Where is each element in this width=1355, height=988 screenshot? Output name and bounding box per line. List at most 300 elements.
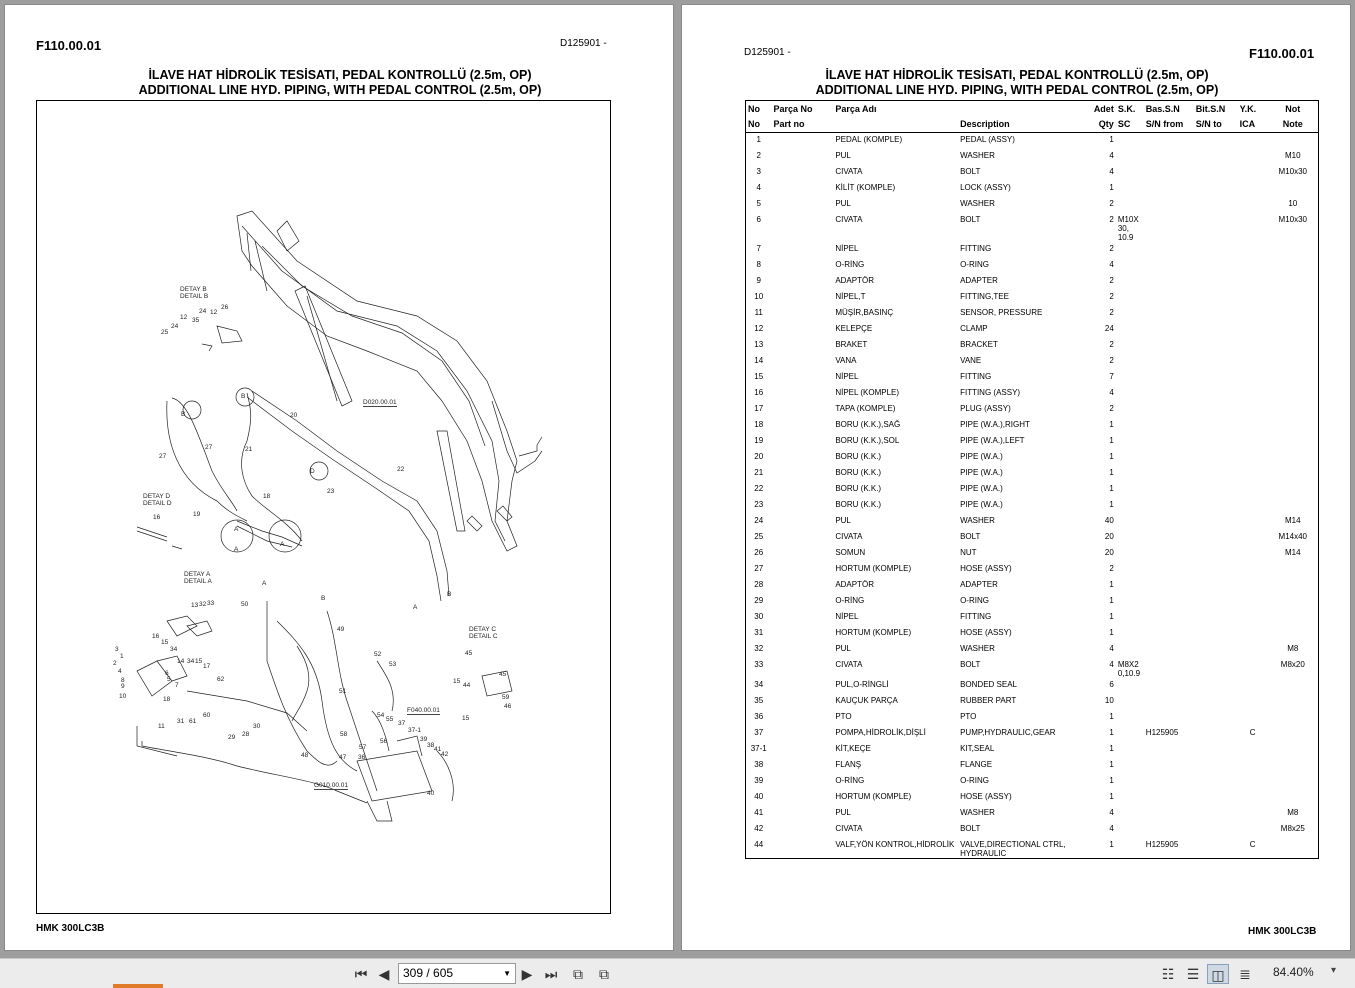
cell-part [771,274,833,290]
table-row [746,742,1319,758]
cell-tr: PTO [835,711,852,721]
fit-width-icon[interactable]: ⧉ [599,966,609,982]
cell-ica [1238,626,1268,642]
cell-sc [1116,806,1144,822]
cell-qty: 40 [1104,515,1114,525]
cell-part [771,758,833,774]
cell-ica [1238,165,1268,181]
cell-part [771,562,833,578]
cell-to [1194,322,1238,338]
cell-sc [1116,165,1144,181]
callout: 24 [171,323,179,330]
callout: B [181,411,186,418]
cell-sc [1116,626,1144,642]
table-row [746,626,1319,642]
next-page-icon[interactable]: ▶ [521,966,533,982]
cell-from [1144,322,1194,338]
cell-en: KIT,SEAL [960,743,995,753]
cell-en: CLAMP [960,323,988,333]
table-row [746,450,1319,466]
cell-from [1144,370,1194,386]
cell-qty: 4 [1109,807,1114,817]
cell-from [1144,213,1194,242]
cell-note [1268,290,1319,306]
cell-to [1194,338,1238,354]
table-row [746,530,1319,546]
table-row [746,181,1319,197]
cell-note [1268,450,1319,466]
cell-to [1194,242,1238,258]
cell-ica [1238,562,1268,578]
fit-page-icon[interactable]: ⧉ [573,966,583,982]
callout: 62 [217,676,225,683]
table-row [746,726,1319,742]
cell-en: BOLT [960,531,981,541]
cell-no: 4 [756,182,761,192]
table-row [746,290,1319,306]
cell-no: 2 [756,150,761,160]
cell-from [1144,258,1194,274]
cell-sc [1116,338,1144,354]
callout: 35 [192,317,200,324]
callout: 15 [462,715,470,722]
cell-ica [1238,213,1268,242]
cell-to [1194,838,1238,859]
cell-sc [1116,242,1144,258]
table-row [746,133,1319,149]
table-row [746,386,1319,402]
cell-part [771,546,833,562]
cell-sc [1116,322,1144,338]
cell-qty: 4 [1109,387,1114,397]
cell-to [1194,418,1238,434]
cell-ica [1238,806,1268,822]
cell-ica [1238,322,1268,338]
cell-ica [1238,354,1268,370]
cell-sc [1116,642,1144,658]
cell-note: M14 [1285,547,1301,557]
col-header: Parça No [773,103,813,114]
cell-part [771,594,833,610]
cell-tr: PUL [835,807,851,817]
cell-ica [1238,466,1268,482]
cell-qty: 1 [1109,182,1114,192]
cell-tr: CIVATA [835,531,863,541]
callout: 26 [221,304,229,311]
cell-sc [1116,354,1144,370]
cell-to [1194,354,1238,370]
table-row [746,822,1319,838]
callout: 24 [199,308,207,315]
cell-from [1144,658,1194,678]
cell-sc [1116,290,1144,306]
cell-note: M8x25 [1280,823,1305,833]
cell-note: 10 [1288,198,1298,208]
cell-tr: O-RİNG [835,775,865,785]
table-row [746,370,1319,386]
callout: 11 [158,723,165,730]
cell-part [771,726,833,742]
col-header: Y.K. [1239,103,1257,114]
table-row [746,258,1319,274]
table-row [746,242,1319,258]
cell-en: PTO [960,711,977,721]
cell-tr: HORTUM (KOMPLE) [835,627,912,637]
cell-tr: CIVATA [835,823,863,833]
cell-ica [1238,482,1268,498]
col-header: Qty [1080,117,1116,133]
cell-no: 14 [754,355,764,365]
col-header: No [746,117,772,133]
cell-from [1144,678,1194,694]
col-header: S/N to [1194,117,1238,133]
cell-tr: NİPEL [835,611,859,621]
cell-no: 10 [754,291,764,301]
cell-from [1144,418,1194,434]
callout: 42 [441,751,449,758]
cell-sc [1116,133,1144,149]
cell-to [1194,370,1238,386]
cell-tr: BORU (K.K.),SAĞ [835,419,901,429]
cell-from [1144,290,1194,306]
cell-ica [1238,758,1268,774]
col-header [833,117,958,133]
cell-to [1194,626,1238,642]
table-row [746,274,1319,290]
cell-to [1194,758,1238,774]
table-row [746,418,1319,434]
zoom-dropdown-icon[interactable]: ▾ [1331,965,1337,976]
cell-note [1268,386,1319,402]
chevron-down-icon: ▼ [503,969,511,978]
callout: 10 [119,693,127,700]
cell-part [771,610,833,626]
cell-no: 3 [756,166,761,176]
cell-ica: C [1249,727,1256,737]
cell-tr: BORU (K.K.),SOL [835,435,900,445]
col-header: Adet [1093,103,1114,114]
table-row [746,694,1319,710]
table-row [746,642,1319,658]
cell-no: 32 [754,643,764,653]
cell-part [771,434,833,450]
cell-part [771,290,833,306]
prev-page-icon[interactable]: ◀ [378,966,390,982]
cell-from [1144,742,1194,758]
cell-from [1144,338,1194,354]
cell-from [1144,133,1194,149]
cell-en: BOLT [960,214,981,224]
cell-qty: 1 [1109,451,1114,461]
cell-note [1268,322,1319,338]
cell-sc [1116,149,1144,165]
cell-sc [1116,578,1144,594]
cell-ica [1238,133,1268,149]
cell-no: 15 [754,371,764,381]
callout: 16 [152,633,160,640]
cell-to [1194,742,1238,758]
callout: 9 [121,683,125,690]
cell-qty: 1 [1109,419,1114,429]
cell-part [771,822,833,838]
cell-tr: BRAKET [835,339,868,349]
cell-part [771,498,833,514]
cell-ica [1238,306,1268,322]
cell-to [1194,806,1238,822]
callout: 34 [187,658,195,665]
cell-en: LOCK (ASSY) [960,182,1011,192]
table-row [746,806,1319,822]
cell-no: 24 [754,515,764,525]
cell-tr: PUL [835,150,851,160]
cell-en: PIPE (W.A.) [960,467,1003,477]
model-name: HMK 300LC3B [1248,926,1317,937]
cell-ica [1238,774,1268,790]
callout: 19 [193,511,201,518]
cell-from [1144,514,1194,530]
cell-en: ADAPTER [960,579,998,589]
cell-qty: 20 [1104,547,1114,557]
cell-sc [1116,790,1144,806]
callout: 2 [113,660,117,667]
callout: 12 [180,314,188,321]
callout: 52 [374,651,382,658]
cell-qty: 1 [1109,711,1114,721]
header-row-tr [746,101,1319,117]
first-page-icon[interactable]: ⏮ [354,966,368,982]
cell-to [1194,578,1238,594]
callout: 18 [163,696,171,703]
zoom-level[interactable]: 84.40% [1273,965,1314,979]
cell-tr: ADAPTÖR [835,579,874,589]
cell-tr: O-RİNG [835,259,865,269]
cell-qty: 2 [1109,198,1114,208]
doc-number: D125901 - [744,47,791,58]
cell-en: WASHER [960,198,995,208]
cell-no: 13 [754,339,764,349]
cell-no: 37 [754,727,764,737]
single-page-icon[interactable]: ☷ [1161,966,1175,982]
cell-part [771,386,833,402]
cell-en: PLUG (ASSY) [960,403,1011,413]
cell-qty: 2 [1109,339,1114,349]
cell-no: 21 [754,467,764,477]
cell-en: WASHER [960,515,995,525]
callout: 50 [241,601,249,608]
cell-from [1144,562,1194,578]
cell-qty: 4 [1109,659,1114,669]
callout: 44 [463,682,471,689]
cell-from [1144,530,1194,546]
cell-tr: KİT,KEÇE [835,743,871,753]
cell-tr: NİPEL,T [835,291,866,301]
cell-qty: 2 [1109,291,1114,301]
cell-to [1194,774,1238,790]
cell-no: 16 [754,387,764,397]
cell-tr: NİPEL [835,243,859,253]
cell-tr: PUL [835,198,851,208]
cell-part [771,514,833,530]
col-header [958,101,1080,117]
callout: 38 [427,742,435,749]
cell-sc [1116,610,1144,626]
table-row [746,213,1319,242]
table-row [746,434,1319,450]
cell-ica [1238,402,1268,418]
model-name: HMK 300LC3B [36,923,105,934]
cell-part [771,450,833,466]
callout: 53 [389,661,397,668]
cell-en: BOLT [960,166,981,176]
cell-en: BOLT [960,659,981,669]
table-row [746,354,1319,370]
cell-from [1144,466,1194,482]
cell-ica [1238,546,1268,562]
callout: 12 [210,309,218,316]
cell-part [771,710,833,726]
col-header: Not [1285,103,1301,114]
cell-tr: CIVATA [835,166,863,176]
cell-sc [1116,306,1144,322]
cell-part [771,213,833,242]
callout: B [321,595,326,602]
callout: 56 [380,738,388,745]
cell-to [1194,450,1238,466]
table-row [746,165,1319,181]
callout: A [262,580,267,587]
cell-sc [1116,498,1144,514]
cell-tr: KELEPÇE [835,323,873,333]
two-page-icon[interactable]: ◫ [1207,964,1229,984]
cell-ica [1238,514,1268,530]
cell-qty: 1 [1109,727,1114,737]
cell-part [771,806,833,822]
page-number-select[interactable] [398,963,516,984]
title-en: ADDITIONAL LINE HYD. PIPING, WITH PEDAL CONTROL (2.5m, OP) [815,83,1219,97]
cell-en: O-RING [960,595,989,605]
cell-en: O-RING [960,775,989,785]
cell-from: H125905 [1145,839,1179,849]
callout: D [310,468,315,475]
callout: 3 [115,646,119,653]
table-row [746,402,1319,418]
diagram-lines [37,101,610,913]
cell-ica [1238,242,1268,258]
cell-part [771,578,833,594]
cell-from [1144,197,1194,213]
cell-sc [1116,838,1144,859]
cell-part [771,197,833,213]
cell-no: 37-1 [750,743,767,753]
cell-part [771,742,833,758]
cell-part [771,370,833,386]
cell-sc [1116,482,1144,498]
cell-no: 1 [756,135,761,144]
cell-no: 6 [756,214,761,224]
cell-en: NUT [960,547,977,557]
cell-to [1194,482,1238,498]
cell-part [771,626,833,642]
cell-part [771,165,833,181]
cell-from [1144,482,1194,498]
cell-from [1144,402,1194,418]
cell-sc [1116,514,1144,530]
callout: 34 [170,646,178,653]
cell-sc [1116,181,1144,197]
callout: 7 [175,682,179,689]
cell-ica [1238,386,1268,402]
col-header: Parça Adı [835,103,877,114]
cell-en: HOSE (ASSY) [960,563,1012,573]
page-code: F110.00.01 [1249,46,1315,61]
table-row [746,658,1319,678]
cell-no: 25 [754,531,764,541]
callout: 46 [504,703,512,710]
cell-from [1144,242,1194,258]
cell-sc [1116,466,1144,482]
cell-qty: 1 [1109,775,1114,785]
cell-note [1268,694,1319,710]
cell-to [1194,710,1238,726]
last-page-icon[interactable]: ⏭ [544,966,558,982]
cell-from [1144,694,1194,710]
cell-qty: 4 [1109,823,1114,833]
cell-tr: PUL,O-RİNGLİ [835,679,889,689]
cell-no: 44 [754,839,764,849]
cell-to [1194,213,1238,242]
cell-ica: C [1249,839,1256,849]
cell-from [1144,149,1194,165]
cell-note [1268,838,1319,859]
cell-to [1194,498,1238,514]
cell-to [1194,165,1238,181]
cell-ica [1238,434,1268,450]
cell-to [1194,822,1238,838]
cell-sc [1116,758,1144,774]
cell-en: PEDAL (ASSY) [960,135,1015,144]
callout: 1 [120,653,124,660]
cell-no: 30 [754,611,764,621]
cell-note [1268,742,1319,758]
header-row-en [746,117,1319,133]
cell-note [1268,710,1319,726]
cell-to [1194,610,1238,626]
cell-from [1144,806,1194,822]
cell-en: VANE [960,355,982,365]
cell-no: 39 [754,775,764,785]
cell-qty: 2 [1109,403,1114,413]
cell-to [1194,181,1238,197]
cell-from [1144,790,1194,806]
cell-qty: 1 [1109,839,1114,849]
callout: 5 [167,676,171,683]
cell-ica [1238,338,1268,354]
cell-from [1144,181,1194,197]
cell-en: WASHER [960,807,995,817]
cell-no: 41 [754,807,764,817]
parts-table [745,100,1319,859]
two-page-continuous-icon[interactable]: ≣ [1239,966,1251,982]
cell-part [771,338,833,354]
continuous-icon[interactable]: ☰ [1186,966,1200,982]
col-header: Part no [771,117,833,133]
cell-no: 8 [756,259,761,269]
cell-no: 28 [754,579,764,589]
detail-c-label: DETAY C DETAIL C [469,626,498,640]
cell-part [771,149,833,165]
cell-ica [1238,610,1268,626]
cell-part [771,402,833,418]
